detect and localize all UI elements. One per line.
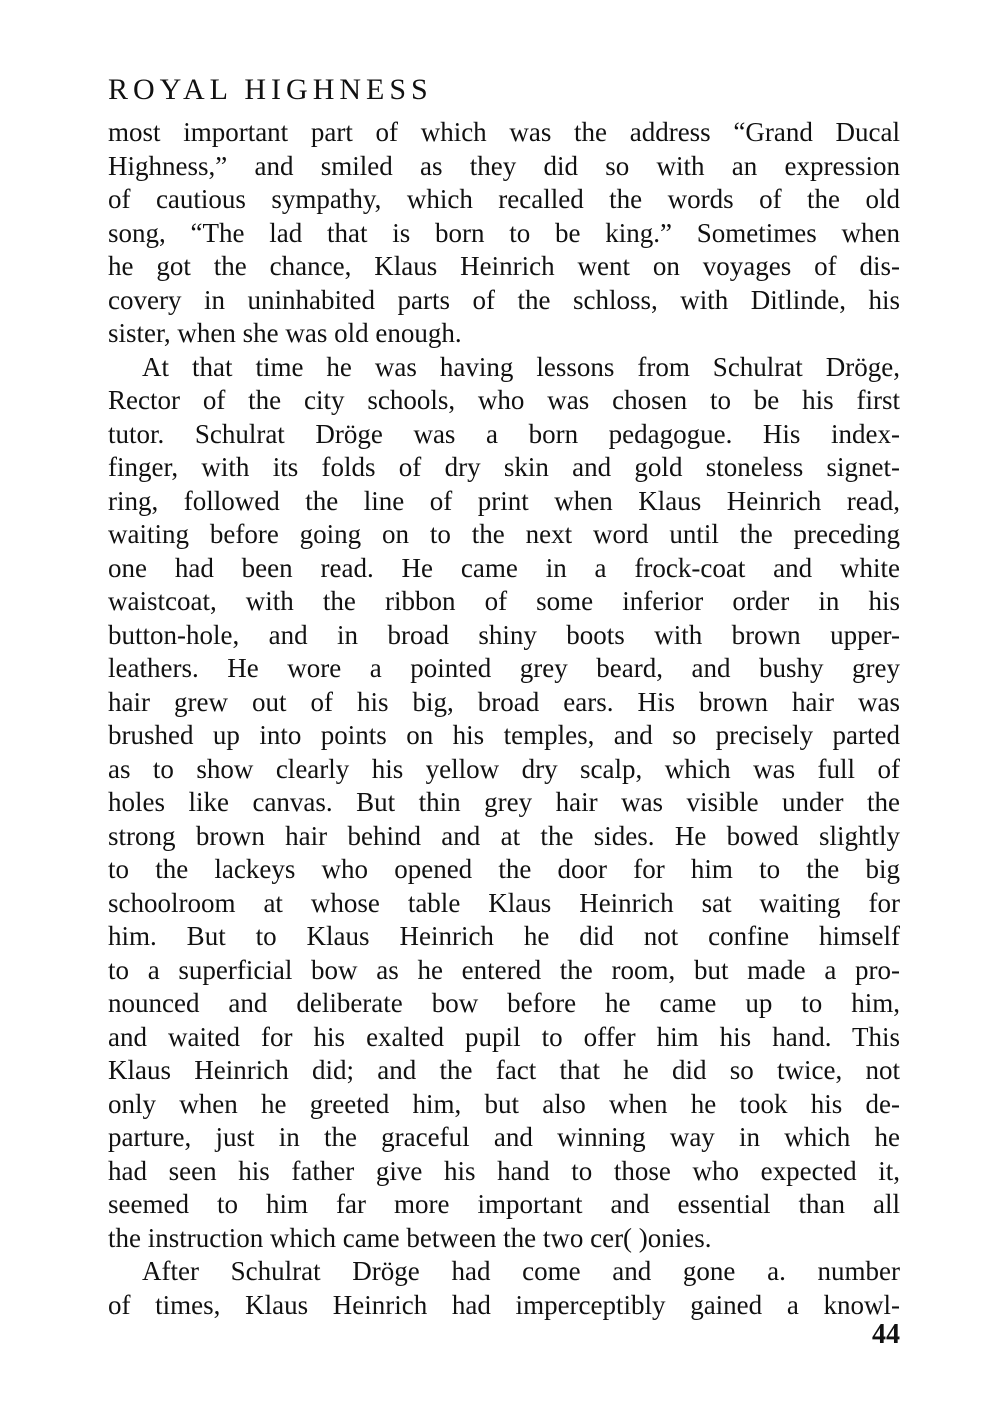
text-line: of times, Klaus Heinrich had imperceptibly gained a knowl- bbox=[108, 1289, 900, 1320]
text-line: waistcoat, with the ribbon of some inferior order in his bbox=[108, 586, 900, 616]
text-line: parture, just in the graceful and winning way in which he bbox=[108, 1122, 900, 1152]
body-text bbox=[108, 116, 900, 1322]
text-line: him. But to Klaus Heinrich he did not confine himself bbox=[108, 921, 900, 951]
text-line: one had been read. He came in a frock-coat and white bbox=[108, 552, 900, 583]
text-line: strong brown hair behind and at the sides. He bowed slightly bbox=[108, 820, 900, 851]
paragraph-first-line: After Schulrat Dröge had come and gone a. number bbox=[142, 1256, 900, 1286]
text-line: Rector of the city schools, who was chosen to be his first bbox=[108, 385, 900, 415]
text-line: nounced and deliberate bow before he came up to him, bbox=[108, 988, 900, 1018]
text-line: schoolroom at whose table Klaus Heinrich sat waiting for bbox=[108, 887, 900, 918]
text-line: and waited for his exalted pupil to offer him his hand. This bbox=[108, 1021, 900, 1052]
paragraph-last-line: sister, when she was old enough. bbox=[108, 318, 462, 348]
page-number: 44 bbox=[872, 1319, 900, 1350]
text-line: most important part of which was the address “Grand Ducal bbox=[108, 117, 900, 147]
text-line: to a superficial bow as he entered the room, but made a pro- bbox=[108, 954, 900, 985]
paragraph-first-line: At that time he was having lessons from Schulrat Dröge, bbox=[142, 351, 900, 382]
text-line: brushed up into points on his temples, and so precisely parted bbox=[108, 720, 900, 750]
text-line: tutor. Schulrat Dröge was a born pedagogue. His index- bbox=[108, 418, 900, 449]
text-line: holes like canvas. But thin grey hair was visible under the bbox=[108, 787, 900, 817]
text-line: he got the chance, Klaus Heinrich went on voyages of dis- bbox=[108, 251, 900, 281]
text-line: leathers. He wore a pointed grey beard, and bushy grey bbox=[108, 653, 900, 683]
text-line: button-hole, and in broad shiny boots with brown upper- bbox=[108, 619, 900, 650]
text-line: song, “The lad that is born to be king.” Sometimes when bbox=[108, 217, 900, 248]
running-head: ROYAL HIGHNESS bbox=[108, 73, 433, 106]
paragraph-last-line: the instruction which came between the two cer( )onies. bbox=[108, 1222, 712, 1253]
text-line: had seen his father give his hand to those who expected it, bbox=[108, 1155, 900, 1186]
text-line: finger, with its folds of dry skin and gold stoneless signet- bbox=[108, 452, 900, 482]
text-line: hair grew out of his big, broad ears. His brown hair was bbox=[108, 686, 900, 717]
text-line: to the lackeys who opened the door for him to the big bbox=[108, 854, 900, 884]
text-line: waiting before going on to the next word until the preceding bbox=[108, 519, 900, 549]
text-line: ring, followed the line of print when Klaus Heinrich read, bbox=[108, 485, 900, 516]
text-line: of cautious sympathy, which recalled the words of the old bbox=[108, 184, 900, 214]
text-line: seemed to him far more important and essential than all bbox=[108, 1189, 900, 1219]
text-line: as to show clearly his yellow dry scalp, which was full of bbox=[108, 753, 900, 784]
text-line: Klaus Heinrich did; and the fact that he did so twice, not bbox=[108, 1055, 900, 1085]
text-line: covery in uninhabited parts of the schloss, with Ditlinde, his bbox=[108, 284, 900, 315]
text-line: only when he greeted him, but also when he took his de- bbox=[108, 1088, 900, 1119]
text-line: Highness,” and smiled as they did so with an expression bbox=[108, 150, 900, 181]
